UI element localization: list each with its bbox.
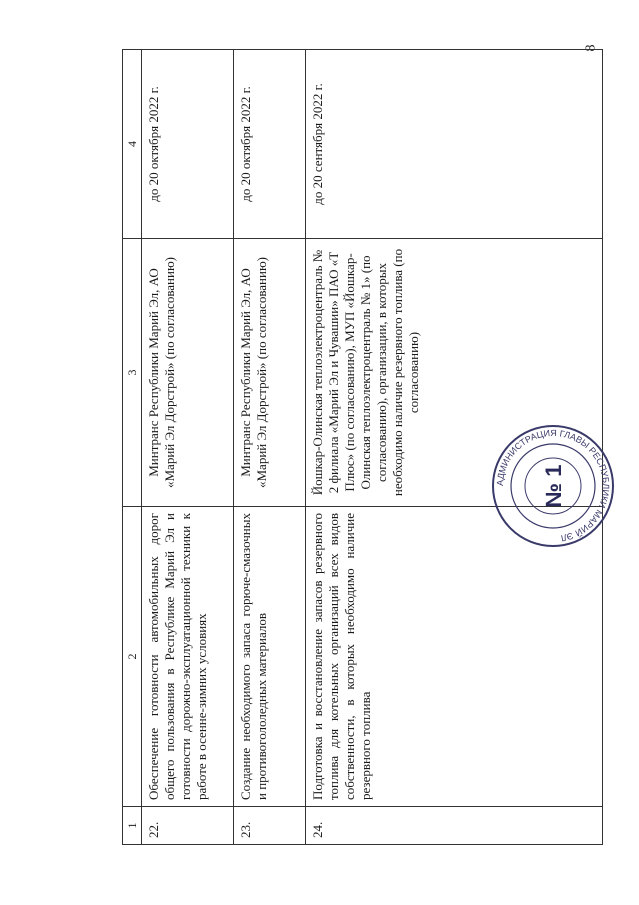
row-deadline: до 20 октября 2022 г.: [142, 50, 234, 239]
row-description: Обеспечение готовности автомобильных дорог общего пользования в Республике Марий Эл и готовности дорожно-эксплуатационной техники к работе в осенне-зимних условиях: [142, 507, 234, 807]
row-description: Создание необходимого запаса горюче-смазочных и противогололедных материалов: [234, 507, 306, 807]
official-seal: [489, 422, 617, 550]
row-deadline: до 20 октября 2022 г.: [234, 50, 306, 239]
table-row: [142, 50, 234, 845]
header-col-2: 2: [123, 507, 142, 807]
row-responsible: Йошкар-Олинская теплоэлектроцентраль № 2 филиала «Марий Эл и Чувашии» ПАО «Т Плюс» (по согласованию), МУП «Йошкар-Олинская теплоэлектроцентраль № 1» (по согласованию), организации, в которых необходимо наличие резервного топлива (по согласованию): [306, 239, 603, 507]
row-description: Подготовка и восстановление запасов резервного топлива для котельных организаций всех видов собственности, в которых необходимо наличие резервного топлива: [306, 507, 603, 807]
table-header-row: [123, 50, 142, 845]
header-col-1: 1: [123, 807, 142, 845]
row-number: 23.: [234, 807, 306, 845]
header-col-4: 4: [123, 50, 142, 239]
seal-center-text: № 1: [541, 464, 566, 508]
row-responsible: Минтранс Республики Марий Эл, АО «Марий Эл Дорстрой» (по согласованию): [142, 239, 234, 507]
row-deadline: до 20 сентября 2022 г.: [306, 50, 603, 239]
row-responsible: Минтранс Республики Марий Эл, АО «Марий Эл Дорстрой» (по согласованию): [234, 239, 306, 507]
row-number: 22.: [142, 807, 234, 845]
table-row: [234, 50, 306, 845]
header-col-3: 3: [123, 239, 142, 507]
seal-ring-text: АДМИНИСТРАЦИЯ ГЛАВЫ РЕСПУБЛИКИ МАРИЙ ЭЛ: [494, 427, 612, 544]
row-number: 24.: [306, 807, 603, 845]
page-number: 8: [583, 44, 599, 52]
